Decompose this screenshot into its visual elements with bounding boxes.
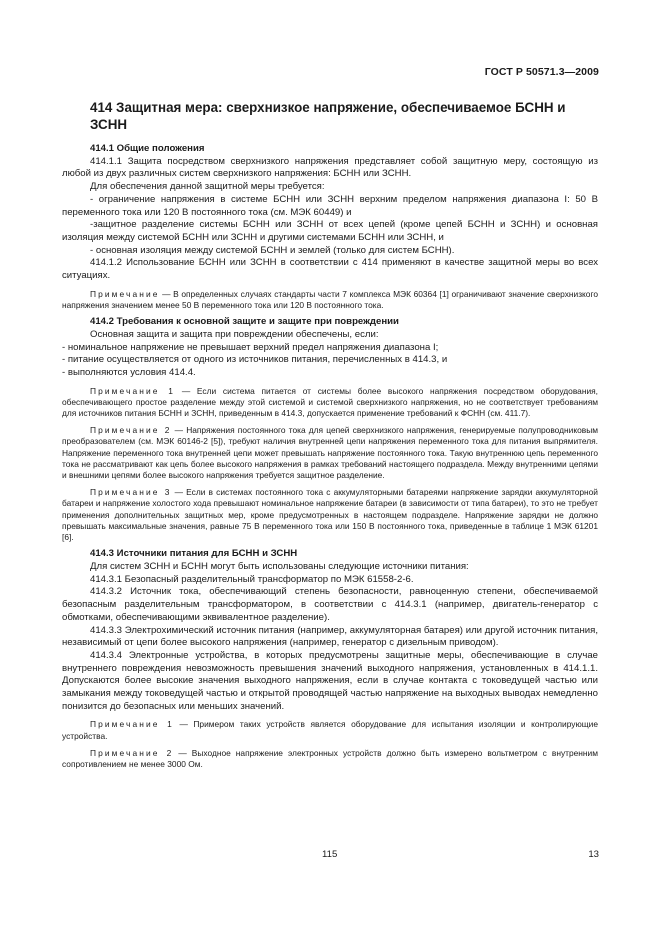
note-text: — Если система питается от системы более высокого напряжения посредством оборудования, обеспечивающего простое разделение между этой системой и системой сверхнизкого напряжения, но не соответствует требованиям для источников питания БСНН и ЗСНН, приведенным в 414.3, допускается применение требований к ФСНН (см. 411.7). bbox=[62, 385, 598, 419]
paragraph: 414.3.2 Источник тока, обеспечивающий степень безопасности, равноценную степени, обеспечиваемой безопасным разделительным трансформатором, в соответствии с 414.3.1 (например, двигатель-генератор с обмотками, обеспечивающими эквивалентное разделение). bbox=[62, 586, 598, 623]
paragraph: 414.3.4 Электронные устройства, в которых предусмотрены защитные меры, обеспечивающие в случае внутреннего повреждения невозможность превышения значений выходного напряжения, установленных в 414.1.1. Допускаются более высокие значения выходного напряжения, если в случае контакта с токоведущей частью или замыкания между токоведущей частью и открытой проводящей частью напряжение на выходных выводах немедленно понизится до безопасных или меньших значений. bbox=[62, 649, 598, 712]
paragraph: 414.3.3 Электрохимический источник питания (например, аккумуляторная батарея) или другой источник питания, независимый от цепи более высокого напряжения (например, генератор с дизельным приводом). bbox=[62, 624, 598, 649]
subsection-heading-414-2: 414.2 Требования к основной защите и защите при повреждении bbox=[90, 316, 399, 328]
note-label: Примечание 1 bbox=[90, 719, 174, 730]
section-title: 414 Защитная мера: сверхнизкое напряжение, обеспечиваемое БСНН и ЗСНН bbox=[90, 100, 566, 132]
paragraph: 414.1.1 Защита посредством сверхнизкого напряжения представляет собой защитную меру, состоящую из любой из двух различных систем сверхнизкого напряжения: БСНН или ЗСНН. bbox=[62, 155, 598, 180]
note-text: — В определенных случаях стандарты части 7 комплекса МЭК 60364 [1] ограничивают значение сверхнизкого напряжения значением менее 50 В переменного тока или 120 В постоянного тока. bbox=[62, 288, 598, 310]
standard-header: ГОСТ Р 50571.3—2009 bbox=[484, 66, 599, 78]
note bbox=[62, 487, 598, 543]
paragraph: Основная защита и защита при повреждении обеспечены, если: bbox=[90, 328, 379, 340]
note-text: — Примером таких устройств является оборудование для испытания изоляции и контролирующие устройства. bbox=[62, 719, 598, 741]
note-text: — Напряжения постоянного тока для цепей сверхнизкого напряжения, генерируемые полупроводниковым преобразователем (см. МЭК 60146-2 [5]), требуют наличия внутренней цепи напряжения переменного тока для питания выпрямителя. Напряжение переменного тока внутренней цепи может превышать напряжение постоянного тока. Такую внутреннюю цепь переменного тока не рассматривают как цепь более высокого напряжения в рамках требований настоящего подраздела. Между внутренними цепями и внешними цепями более высокого напряжения требуется защитное разделение. bbox=[62, 425, 598, 481]
paragraph: Для систем ЗСНН и БСНН могут быть использованы следующие источники питания: bbox=[90, 561, 469, 572]
note-label: Примечание 3 bbox=[90, 487, 172, 498]
list-item: - основная изоляция между системой БСНН и землей (только для систем БСНН). bbox=[90, 244, 455, 256]
list-item: - питание осуществляется от одного из источников питания, перечисленных в 414.3, и bbox=[62, 354, 448, 366]
note-label: Примечание bbox=[90, 288, 160, 299]
note bbox=[62, 748, 598, 770]
note-label: Примечание 2 bbox=[90, 425, 172, 436]
list-item: -защитное разделение системы БСНН или ЗСНН от всех цепей (кроме цепей БСНН и ЗСНН) и основная изоляция между системой БСНН или ЗСНН и другими системами БСНН или ЗСНН, и bbox=[62, 219, 598, 243]
subsection-heading-414-3: 414.3 Источники питания для БСНН и ЗСНН bbox=[90, 548, 298, 560]
note-text: — Если в системах постоянного тока с аккумуляторными батареями напряжение зарядки аккумуляторной батареи и напряжение холостого хода превышают номинальное напряжение батареи (в зависимости от типа батареи), то это не требует применения дополнительных защитных мер, кроме предусмотренных в настоящем подразделе. Напряжение зарядки не должно превышать максимальные значения, равные 75 В переменного тока или 150 В постоянного тока, приведенные в таблице 1 МЭК 61201 [6]. bbox=[62, 487, 598, 543]
paragraph: Для обеспечения данной защитной меры требуется: bbox=[90, 181, 325, 193]
list-item: - номинальное напряжение не превышает верхний предел напряжения диапазона I; bbox=[62, 341, 439, 353]
note-label: Примечание 1 bbox=[90, 385, 176, 396]
note-label: Примечание 2 bbox=[90, 747, 174, 758]
note-text: — Выходное напряжение электронных устройств должно быть измерено вольтметром с внутренним сопротивлением не менее 3000 Ом. bbox=[62, 747, 598, 770]
note bbox=[62, 386, 598, 420]
note bbox=[62, 425, 598, 481]
paragraph: 414.3.1 Безопасный разделительный трансформатор по МЭК 61558-2-6. bbox=[90, 573, 414, 585]
list-item: - выполняются условия 414.4. bbox=[62, 366, 196, 378]
paragraph: 414.1.2 Использование БСНН или ЗСНН в соответствии с 414 применяют в качестве защитной меры во всех ситуациях. bbox=[62, 257, 598, 282]
subsection-heading-414-1: 414.1 Общие положения bbox=[90, 143, 205, 154]
page-number-center: 115 bbox=[322, 849, 338, 860]
page-number-right: 13 bbox=[588, 849, 599, 860]
document-body bbox=[62, 143, 598, 775]
note bbox=[62, 289, 598, 311]
note bbox=[62, 719, 598, 741]
list-item: - ограничение напряжения в системе БСНН или ЗСНН верхним пределом напряжения диапазона I: 50 В переменного тока или 120 В постоянного тока (см. МЭК 60449) и bbox=[62, 193, 598, 218]
